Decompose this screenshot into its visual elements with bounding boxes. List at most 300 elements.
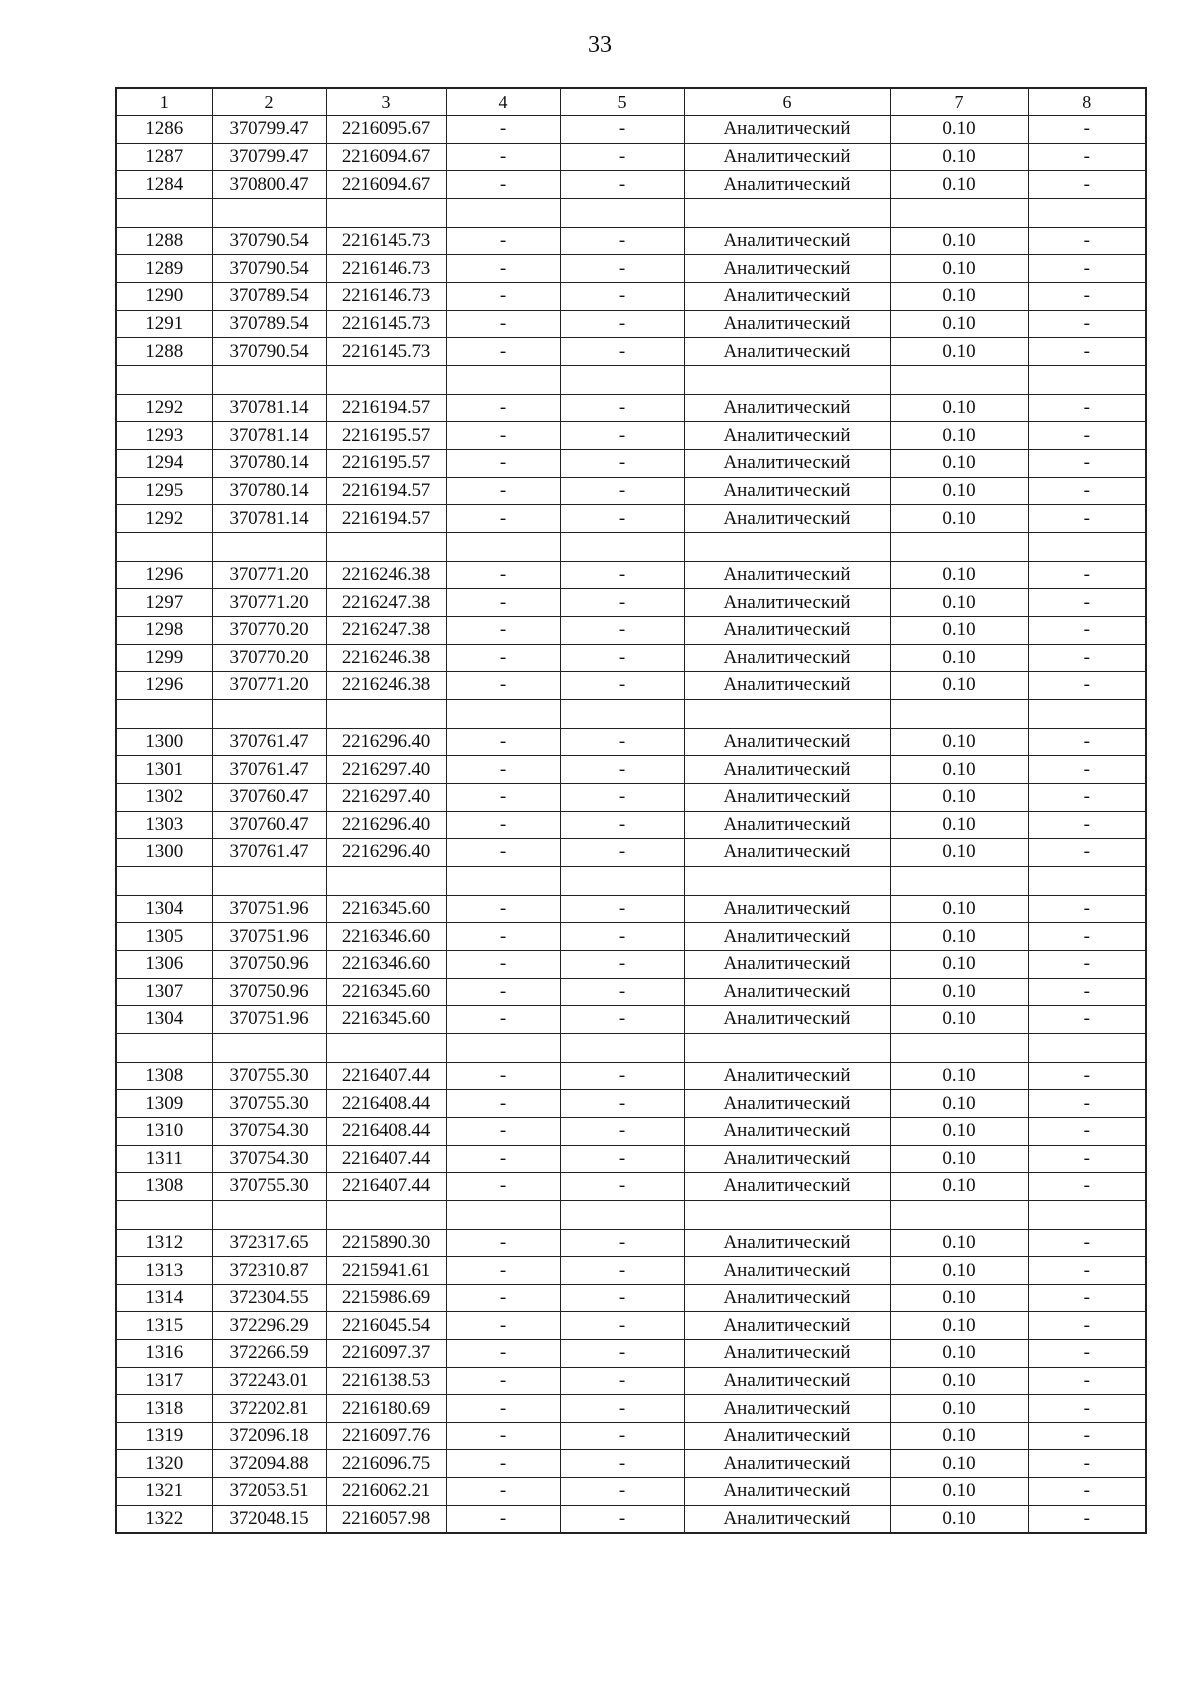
spacer-row [116,1200,1146,1229]
column-8-cell: - [1028,589,1146,617]
column-5-cell: - [560,477,684,505]
table-row [116,505,1146,533]
point-number-cell: 1310 [116,1117,212,1145]
method-cell: Аналитический [684,1505,890,1533]
column-5-cell: - [560,1367,684,1395]
point-number-cell: 1296 [116,672,212,700]
x-coordinate-cell: 370751.96 [212,923,326,951]
column-5-cell: - [560,1312,684,1340]
empty-cell [890,365,1028,394]
accuracy-cell: 0.10 [890,1006,1028,1034]
empty-cell [212,365,326,394]
x-coordinate-cell: 370780.14 [212,450,326,478]
method-cell: Аналитический [684,756,890,784]
column-8-cell: - [1028,1422,1146,1450]
column-8-cell: - [1028,895,1146,923]
point-number-cell: 1305 [116,923,212,951]
empty-cell [212,198,326,227]
column-8-cell: - [1028,1312,1146,1340]
x-coordinate-cell: 372094.88 [212,1450,326,1478]
empty-cell [560,866,684,895]
accuracy-cell: 0.10 [890,1173,1028,1201]
table-row [116,394,1146,422]
accuracy-cell: 0.10 [890,255,1028,283]
y-coordinate-cell: 2215986.69 [326,1284,446,1312]
column-4-cell: - [446,283,560,311]
table-row [116,617,1146,645]
column-5-cell: - [560,1257,684,1285]
x-coordinate-cell: 370750.96 [212,978,326,1006]
table-row [116,1257,1146,1285]
column-4-cell: - [446,116,560,144]
empty-cell [684,1200,890,1229]
column-8-cell: - [1028,561,1146,589]
y-coordinate-cell: 2216097.76 [326,1422,446,1450]
column-5-cell: - [560,422,684,450]
empty-cell [560,699,684,728]
x-coordinate-cell: 370760.47 [212,811,326,839]
method-cell: Аналитический [684,1090,890,1118]
empty-cell [890,198,1028,227]
table-row [116,589,1146,617]
column-header: 3 [326,88,446,116]
empty-cell [684,866,890,895]
column-8-cell: - [1028,1006,1146,1034]
x-coordinate-cell: 370799.47 [212,143,326,171]
column-5-cell: - [560,227,684,255]
empty-cell [1028,699,1146,728]
column-8-cell: - [1028,1117,1146,1145]
column-5-cell: - [560,728,684,756]
accuracy-cell: 0.10 [890,422,1028,450]
column-8-cell: - [1028,227,1146,255]
method-cell: Аналитический [684,1284,890,1312]
column-5-cell: - [560,450,684,478]
point-number-cell: 1317 [116,1367,212,1395]
x-coordinate-cell: 372048.15 [212,1505,326,1533]
point-number-cell: 1302 [116,783,212,811]
accuracy-cell: 0.10 [890,1367,1028,1395]
y-coordinate-cell: 2216096.75 [326,1450,446,1478]
point-number-cell: 1313 [116,1257,212,1285]
x-coordinate-cell: 370790.54 [212,255,326,283]
empty-cell [326,866,446,895]
x-coordinate-cell: 372304.55 [212,1284,326,1312]
column-4-cell: - [446,617,560,645]
point-number-cell: 1309 [116,1090,212,1118]
table-row [116,728,1146,756]
empty-cell [446,866,560,895]
x-coordinate-cell: 370760.47 [212,783,326,811]
point-number-cell: 1291 [116,310,212,338]
column-8-cell: - [1028,1284,1146,1312]
method-cell: Аналитический [684,1145,890,1173]
empty-cell [326,1033,446,1062]
column-5-cell: - [560,672,684,700]
y-coordinate-cell: 2216146.73 [326,255,446,283]
table-row [116,116,1146,144]
x-coordinate-cell: 370755.30 [212,1173,326,1201]
point-number-cell: 1301 [116,756,212,784]
empty-cell [560,1033,684,1062]
method-cell: Аналитический [684,477,890,505]
column-5-cell: - [560,310,684,338]
method-cell: Аналитический [684,1422,890,1450]
column-4-cell: - [446,1450,560,1478]
x-coordinate-cell: 370755.30 [212,1062,326,1090]
table-row [116,923,1146,951]
column-5-cell: - [560,950,684,978]
column-8-cell: - [1028,1062,1146,1090]
column-4-cell: - [446,394,560,422]
table-row [116,1145,1146,1173]
empty-cell [890,1200,1028,1229]
column-5-cell: - [560,394,684,422]
table-row [116,644,1146,672]
column-8-cell: - [1028,143,1146,171]
column-4-cell: - [446,783,560,811]
method-cell: Аналитический [684,978,890,1006]
method-cell: Аналитический [684,839,890,867]
y-coordinate-cell: 2216247.38 [326,589,446,617]
spacer-row [116,1033,1146,1062]
x-coordinate-cell: 370799.47 [212,116,326,144]
accuracy-cell: 0.10 [890,1145,1028,1173]
point-number-cell: 1294 [116,450,212,478]
column-4-cell: - [446,171,560,199]
column-8-cell: - [1028,1478,1146,1506]
method-cell: Аналитический [684,143,890,171]
column-8-cell: - [1028,310,1146,338]
column-8-cell: - [1028,1395,1146,1423]
table-row [116,1117,1146,1145]
y-coordinate-cell: 2216045.54 [326,1312,446,1340]
method-cell: Аналитический [684,644,890,672]
y-coordinate-cell: 2216194.57 [326,477,446,505]
column-4-cell: - [446,728,560,756]
accuracy-cell: 0.10 [890,978,1028,1006]
table-row [116,1478,1146,1506]
column-5-cell: - [560,923,684,951]
column-8-cell: - [1028,672,1146,700]
table-row [116,950,1146,978]
column-5-cell: - [560,1090,684,1118]
empty-cell [212,532,326,561]
table-row [116,1422,1146,1450]
accuracy-cell: 0.10 [890,1257,1028,1285]
x-coordinate-cell: 370770.20 [212,644,326,672]
table-row [116,561,1146,589]
accuracy-cell: 0.10 [890,895,1028,923]
column-8-cell: - [1028,477,1146,505]
x-coordinate-cell: 370771.20 [212,672,326,700]
method-cell: Аналитический [684,283,890,311]
empty-cell [890,532,1028,561]
column-4-cell: - [446,839,560,867]
x-coordinate-cell: 370781.14 [212,422,326,450]
column-5-cell: - [560,589,684,617]
table-row [116,310,1146,338]
accuracy-cell: 0.10 [890,728,1028,756]
method-cell: Аналитический [684,923,890,951]
column-8-cell: - [1028,1367,1146,1395]
column-5-cell: - [560,1284,684,1312]
column-4-cell: - [446,1229,560,1257]
empty-cell [684,699,890,728]
column-header: 8 [1028,88,1146,116]
column-8-cell: - [1028,1173,1146,1201]
accuracy-cell: 0.10 [890,644,1028,672]
y-coordinate-cell: 2216407.44 [326,1145,446,1173]
column-header: 7 [890,88,1028,116]
column-8-cell: - [1028,644,1146,672]
y-coordinate-cell: 2216097.37 [326,1340,446,1368]
column-4-cell: - [446,1478,560,1506]
column-4-cell: - [446,978,560,1006]
accuracy-cell: 0.10 [890,1229,1028,1257]
spacer-row [116,198,1146,227]
table-row [116,811,1146,839]
point-number-cell: 1284 [116,171,212,199]
column-4-cell: - [446,895,560,923]
accuracy-cell: 0.10 [890,756,1028,784]
empty-cell [326,1200,446,1229]
column-5-cell: - [560,283,684,311]
y-coordinate-cell: 2216247.38 [326,617,446,645]
column-5-cell: - [560,1062,684,1090]
column-4-cell: - [446,1090,560,1118]
accuracy-cell: 0.10 [890,561,1028,589]
accuracy-cell: 0.10 [890,1340,1028,1368]
point-number-cell: 1304 [116,895,212,923]
point-number-cell: 1321 [116,1478,212,1506]
method-cell: Аналитический [684,1450,890,1478]
column-5-cell: - [560,1117,684,1145]
column-5-cell: - [560,839,684,867]
column-4-cell: - [446,143,560,171]
coordinates-table [115,87,1147,1534]
empty-cell [116,198,212,227]
column-4-cell: - [446,1117,560,1145]
y-coordinate-cell: 2216296.40 [326,811,446,839]
method-cell: Аналитический [684,394,890,422]
empty-cell [116,699,212,728]
x-coordinate-cell: 372317.65 [212,1229,326,1257]
empty-cell [116,365,212,394]
table-row [116,1340,1146,1368]
y-coordinate-cell: 2216297.40 [326,756,446,784]
empty-cell [116,1200,212,1229]
y-coordinate-cell: 2216408.44 [326,1117,446,1145]
x-coordinate-cell: 370780.14 [212,477,326,505]
accuracy-cell: 0.10 [890,143,1028,171]
method-cell: Аналитический [684,589,890,617]
empty-cell [212,1033,326,1062]
method-cell: Аналитический [684,783,890,811]
table-row [116,1090,1146,1118]
accuracy-cell: 0.10 [890,1312,1028,1340]
empty-cell [326,365,446,394]
method-cell: Аналитический [684,895,890,923]
y-coordinate-cell: 2216346.60 [326,950,446,978]
page-number: 33 [588,32,612,58]
column-8-cell: - [1028,505,1146,533]
column-5-cell: - [560,978,684,1006]
accuracy-cell: 0.10 [890,672,1028,700]
y-coordinate-cell: 2216246.38 [326,561,446,589]
column-8-cell: - [1028,728,1146,756]
spacer-row [116,365,1146,394]
point-number-cell: 1289 [116,255,212,283]
column-5-cell: - [560,1395,684,1423]
column-4-cell: - [446,1340,560,1368]
column-8-cell: - [1028,923,1146,951]
empty-cell [684,198,890,227]
table-row [116,1006,1146,1034]
accuracy-cell: 0.10 [890,116,1028,144]
accuracy-cell: 0.10 [890,950,1028,978]
point-number-cell: 1300 [116,728,212,756]
method-cell: Аналитический [684,505,890,533]
empty-cell [684,532,890,561]
y-coordinate-cell: 2216246.38 [326,672,446,700]
accuracy-cell: 0.10 [890,839,1028,867]
empty-cell [560,198,684,227]
column-5-cell: - [560,561,684,589]
y-coordinate-cell: 2216138.53 [326,1367,446,1395]
table-row [116,1229,1146,1257]
x-coordinate-cell: 372202.81 [212,1395,326,1423]
column-header: 1 [116,88,212,116]
empty-cell [446,699,560,728]
y-coordinate-cell: 2215890.30 [326,1229,446,1257]
y-coordinate-cell: 2216246.38 [326,644,446,672]
table-row [116,422,1146,450]
column-5-cell: - [560,783,684,811]
y-coordinate-cell: 2216407.44 [326,1173,446,1201]
method-cell: Аналитический [684,1312,890,1340]
table-row [116,1395,1146,1423]
accuracy-cell: 0.10 [890,394,1028,422]
column-4-cell: - [446,255,560,283]
column-8-cell: - [1028,338,1146,366]
table-row [116,978,1146,1006]
y-coordinate-cell: 2216180.69 [326,1395,446,1423]
column-4-cell: - [446,1006,560,1034]
empty-cell [684,1033,890,1062]
empty-cell [116,866,212,895]
point-number-cell: 1292 [116,505,212,533]
y-coordinate-cell: 2216146.73 [326,283,446,311]
method-cell: Аналитический [684,422,890,450]
point-number-cell: 1299 [116,644,212,672]
column-5-cell: - [560,1422,684,1450]
method-cell: Аналитический [684,116,890,144]
x-coordinate-cell: 370781.14 [212,394,326,422]
method-cell: Аналитический [684,1257,890,1285]
empty-cell [326,532,446,561]
table-row [116,227,1146,255]
column-8-cell: - [1028,450,1146,478]
column-5-cell: - [560,756,684,784]
column-8-cell: - [1028,811,1146,839]
column-4-cell: - [446,338,560,366]
point-number-cell: 1308 [116,1062,212,1090]
accuracy-cell: 0.10 [890,505,1028,533]
table-row [116,1367,1146,1395]
point-number-cell: 1316 [116,1340,212,1368]
x-coordinate-cell: 370754.30 [212,1145,326,1173]
point-number-cell: 1288 [116,338,212,366]
column-5-cell: - [560,171,684,199]
column-8-cell: - [1028,116,1146,144]
column-8-cell: - [1028,617,1146,645]
column-header: 4 [446,88,560,116]
empty-cell [890,699,1028,728]
point-number-cell: 1318 [116,1395,212,1423]
column-5-cell: - [560,1145,684,1173]
column-4-cell: - [446,672,560,700]
x-coordinate-cell: 370789.54 [212,283,326,311]
empty-cell [212,1200,326,1229]
column-4-cell: - [446,1395,560,1423]
accuracy-cell: 0.10 [890,171,1028,199]
method-cell: Аналитический [684,338,890,366]
column-5-cell: - [560,1173,684,1201]
column-4-cell: - [446,756,560,784]
point-number-cell: 1288 [116,227,212,255]
point-number-cell: 1307 [116,978,212,1006]
point-number-cell: 1306 [116,950,212,978]
column-4-cell: - [446,1505,560,1533]
table-row [116,450,1146,478]
y-coordinate-cell: 2216296.40 [326,728,446,756]
table-row [116,143,1146,171]
column-4-cell: - [446,1257,560,1285]
empty-cell [446,532,560,561]
table-row [116,1284,1146,1312]
empty-cell [1028,1033,1146,1062]
column-5-cell: - [560,143,684,171]
y-coordinate-cell: 2216408.44 [326,1090,446,1118]
table-row [116,171,1146,199]
column-8-cell: - [1028,1450,1146,1478]
y-coordinate-cell: 2216145.73 [326,310,446,338]
empty-cell [446,1033,560,1062]
x-coordinate-cell: 372053.51 [212,1478,326,1506]
column-8-cell: - [1028,1505,1146,1533]
column-4-cell: - [446,950,560,978]
y-coordinate-cell: 2216195.57 [326,422,446,450]
x-coordinate-cell: 370789.54 [212,310,326,338]
x-coordinate-cell: 370781.14 [212,505,326,533]
point-number-cell: 1292 [116,394,212,422]
spacer-row [116,532,1146,561]
accuracy-cell: 0.10 [890,1117,1028,1145]
accuracy-cell: 0.10 [890,1450,1028,1478]
column-5-cell: - [560,1006,684,1034]
x-coordinate-cell: 370750.96 [212,950,326,978]
empty-cell [1028,866,1146,895]
column-header: 6 [684,88,890,116]
accuracy-cell: 0.10 [890,1284,1028,1312]
accuracy-cell: 0.10 [890,1062,1028,1090]
table-row [116,839,1146,867]
method-cell: Аналитический [684,1340,890,1368]
y-coordinate-cell: 2215941.61 [326,1257,446,1285]
x-coordinate-cell: 370761.47 [212,839,326,867]
empty-cell [446,365,560,394]
